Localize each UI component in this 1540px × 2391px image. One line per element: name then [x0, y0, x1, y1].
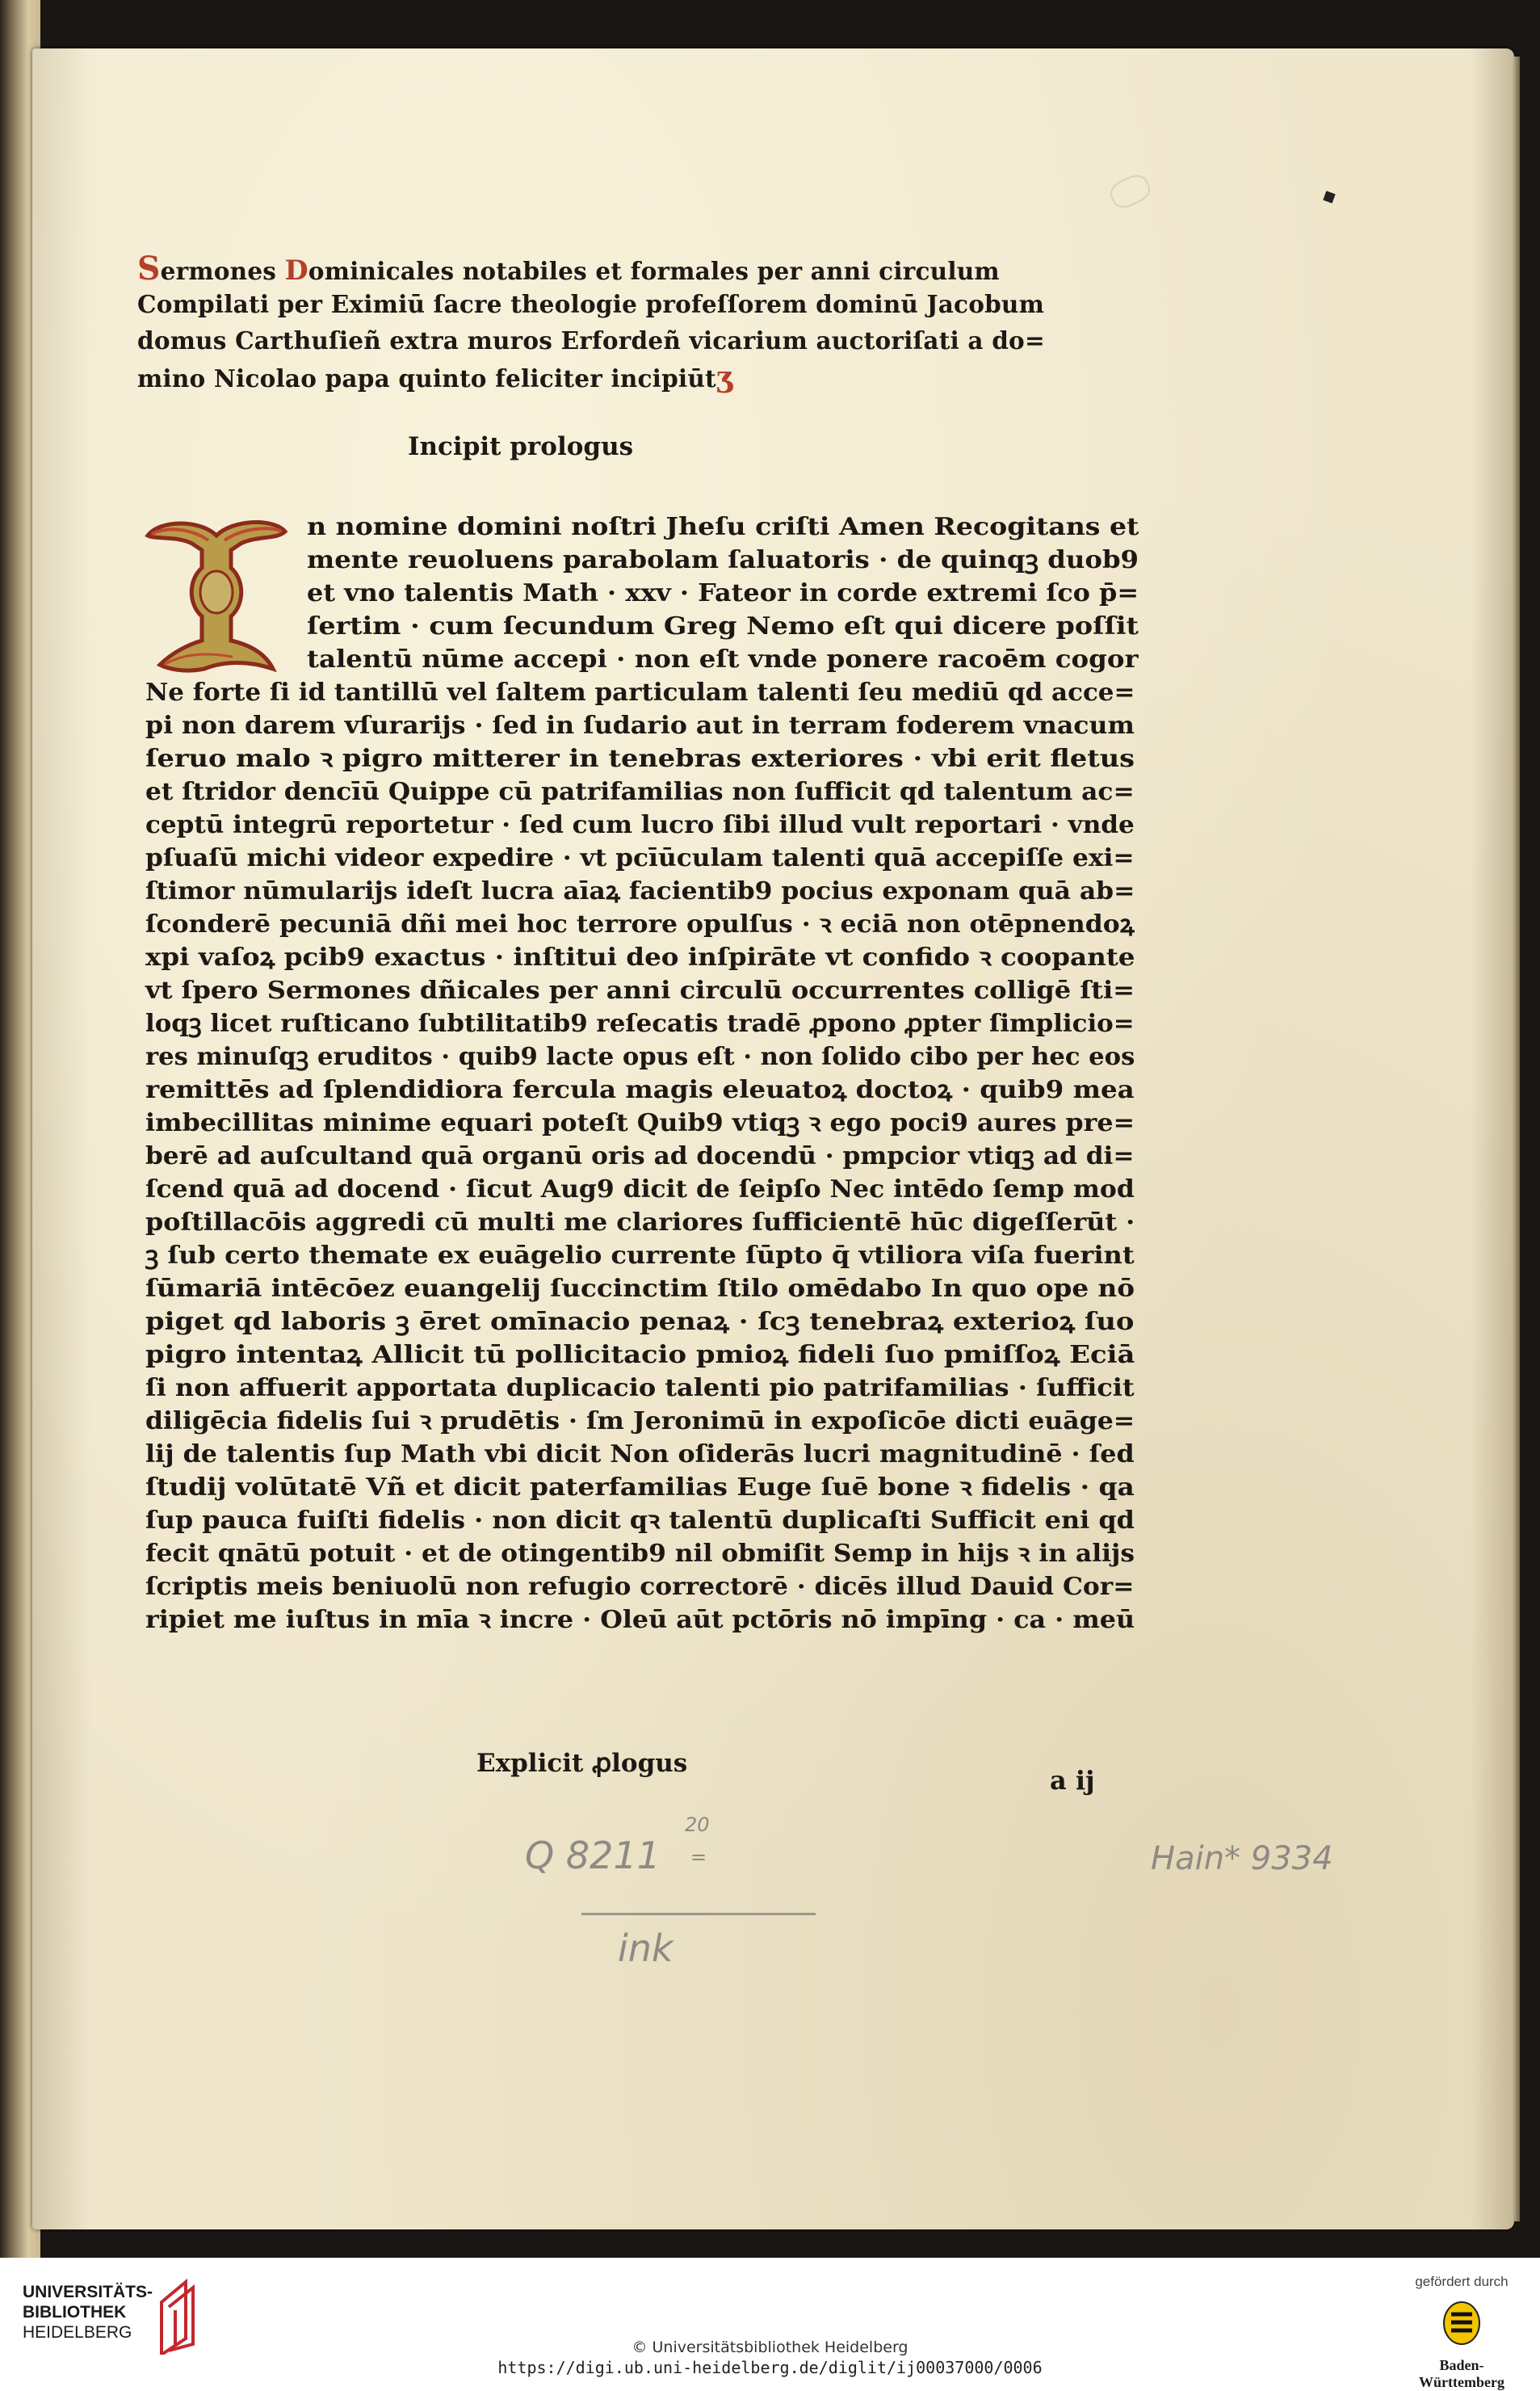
body-line: ſcriptis meis beniuolū non refugio correctorē · dicēs illud Dauid Cor=	[145, 1573, 1135, 1601]
body-line: ceptū integrū reportetur · ſed cum lucro ſibi illud vult reportari · vnde	[145, 811, 1135, 839]
library-name[interactable]: UNIVERSITÄTS- BIBLIOTHEK HEIDELBERG	[23, 2283, 153, 2342]
page-edge-shadow	[1512, 57, 1520, 2221]
body-line: loqꝫ licet ruſticano ſubtilitatib9 reſecatis tradē ꝓpono ꝓpter ſimplicio=	[145, 1010, 1135, 1038]
body-line: talentū nūme accepi · non eſt vnde ponere racoēm cogor	[307, 645, 1139, 674]
body-line: ſconderē pecuniā dñi mei hoc terrore opulſus · ꝛ eciā non otēpnendoꝝ	[145, 910, 1135, 939]
explicit-heading: Explicit ꝓlogus	[476, 1749, 688, 1778]
body-line: et ſtridor dencīū Quippe cū patrifamilias non ſufficit qd talentum ac=	[145, 778, 1135, 806]
body-line: pigro intentaꝝ Allicit tū pollicitacio pmioꝝ fideli ſuo pmiſſoꝝ Eciā	[145, 1341, 1135, 1369]
body-line: diligēcia fidelis ſui ꝛ prudētis · ſm Jeronimū in expoſicōe dicti euāge=	[145, 1407, 1135, 1435]
body-line: pi non darem vſurarijs · ſed in ſudario aut in terram foderem vnacum	[145, 712, 1135, 740]
body-line: n nomine domini noſtri Jheſu criſti Amen Recogitans et	[307, 513, 1139, 541]
body-line: piget qd laboris ꝫ ēret omīnacio penaꝝ · ſcꝫ tenebraꝝ exterioꝝ ſuo	[145, 1308, 1135, 1336]
incipit-heading: Incipit prologus	[408, 432, 634, 461]
copyright-notice: © Universitätsbibliothek Heidelberg	[632, 2338, 908, 2356]
pencil-initials: ink	[618, 1927, 673, 1970]
body-line: Ne forte ſi id tantillū vel ſaltem particulam talenti ſeu mediū qd acce=	[145, 679, 1135, 707]
body-line: ſcend quā ad docend · ſicut Aug9 dicit de ſeipſo Nec intēdo ſemp mod	[145, 1175, 1135, 1204]
baden-wuerttemberg-emblem-icon	[1401, 2298, 1522, 2348]
body-line: et vno talentis Math · xxv · Fateor in corde extremi ſco p̄=	[307, 579, 1139, 607]
pencil-shelfmark-equals: =	[690, 1846, 707, 1868]
funder-name: Baden-Württemberg	[1419, 2357, 1504, 2390]
title-line-4: mino Nicolao papa quinto feliciter incipiūtʒ	[137, 360, 733, 394]
signature-mark: a ij	[1050, 1765, 1095, 1796]
title-block	[137, 250, 1143, 396]
footer	[0, 2258, 1540, 2390]
permalink-url[interactable]: https://digi.ub.uni-heidelberg.de/diglit/ij00037000/0006	[497, 2358, 1043, 2377]
body-line: ſtimor nūmularijs ideſt lucra aīaꝝ facientib9 pocius exponam quā ab=	[145, 877, 1135, 906]
body-line: poſtillacōis aggredi cū multi me clariores ſufficientē hūc digeſſerūt ·	[145, 1208, 1135, 1237]
body-line: ſeruo malo ꝛ pigro mitterer in tenebras exteriores · vbi erit fletus	[145, 745, 1135, 773]
decorated-initial-i	[136, 511, 297, 681]
body-line: ripiet me iuſtus in mīa ꝛ incre · Oleū aūt pctōris nō impīng · ca · meū	[145, 1606, 1135, 1634]
title-line-3: domus Carthuſieñ extra muros Erfordeñ vicarium auctoriſati a do=	[137, 327, 1045, 355]
pencil-shelfmark-sup: 20	[685, 1813, 710, 1836]
pencil-shelfmark: Q 8211	[525, 1834, 661, 1877]
body-line: ſup pauca fuiſti fidelis · non dicit qꝛ talentū duplicaſti Sufficit eni qd	[145, 1506, 1135, 1535]
body-line: ſūmariā intēcōez euangelij ſuccinctim ſtilo omēdabo In quo ope nō	[145, 1275, 1135, 1303]
rubric-initial-s: S	[137, 250, 161, 288]
body-line: ſtudij volūtatē Vñ et dicit paterfamilias Euge ſuē bone ꝛ fidelis · qa	[145, 1473, 1135, 1502]
body-line: imbecillitas minime equari poteſt Quib9 vtiqꝫ ꝛ ego poci9 aures pre=	[145, 1109, 1135, 1137]
body-line: mente reuoluens parabolam ſaluatoris · de quinqꝫ duob9	[307, 546, 1139, 574]
title-line-1: Sermones Dominicales notabiles et formales per anni circulum	[137, 250, 1000, 288]
rubric-flourish: ʒ	[715, 360, 733, 394]
body-line: xpi vaſoꝝ pcib9 exactus · inſtitui deo inſpirāte vt confido ꝛ coopante	[145, 943, 1135, 972]
body-line: ſi non affuerit apportata duplicacio talenti pio patrifamilias · ſufficit	[145, 1374, 1135, 1402]
body-line: pſuaſū michi videor expedire · vt pcīūculam talenti quā accepiſſe exi=	[145, 844, 1135, 872]
body-line: res minuſqꝫ eruditos · quib9 lacte opus eſt · non ſolido cibo per hec eos	[145, 1043, 1135, 1071]
funded-by-label: gefördert durch	[1415, 2274, 1509, 2289]
title-line-2: Compilati per Eximiū ſacre theologie profeſſorem dominū Jacobum	[137, 291, 1045, 319]
body-line: berē ad auſcultand quā organū oris ad docendū · pmpcior vtiqꝫ ad di=	[145, 1142, 1135, 1170]
body-line: remittēs ad ſplendidiora fercula magis eleuatoꝝ doctoꝝ · quib9 mea	[145, 1076, 1135, 1104]
pencil-hain-reference: Hain* 9334	[1151, 1840, 1333, 1877]
body-line: lij de talentis ſup Math vbi dicit Non oſiderās lucri magnitudinē · ſed	[145, 1440, 1135, 1469]
body-line: fecit qnātū potuit · et de otingentib9 nil obmiſit Semp in hijs ꝛ in alijs	[145, 1540, 1135, 1568]
body-line: ꝫ ſub certo themate ex euāgelio currente ſūpto q̄ vtiliora viſa fuerint	[145, 1242, 1135, 1270]
body-line: vt ſpero Sermones dñicales per anni circulū occurrentes colligē ſti=	[145, 977, 1135, 1005]
body-line: ſertim · cum ſecundum Greg Nemo eſt qui dicere poſſit	[307, 612, 1139, 641]
pencil-underline	[581, 1913, 816, 1915]
